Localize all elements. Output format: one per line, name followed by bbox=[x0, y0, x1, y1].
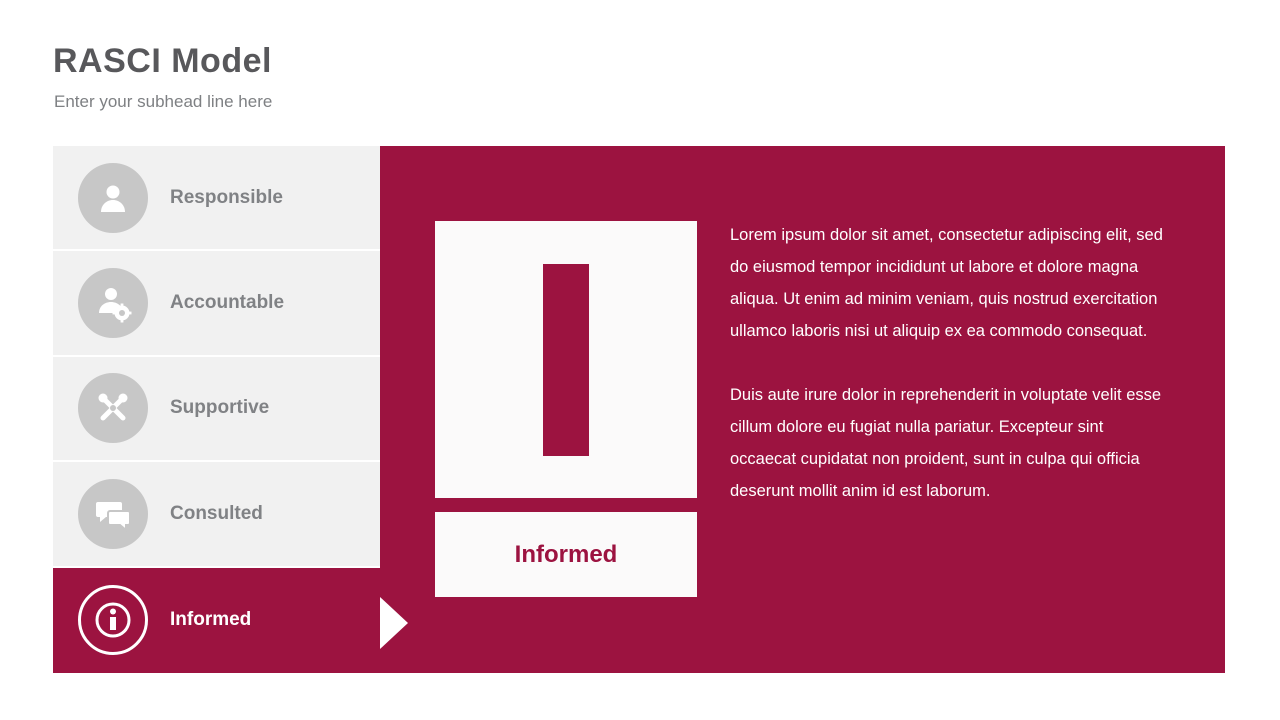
sidebar-item-accountable[interactable] bbox=[53, 251, 380, 356]
sidebar-item-label: Informed bbox=[170, 609, 252, 631]
sidebar-item-consulted[interactable] bbox=[53, 462, 380, 567]
person-icon bbox=[78, 163, 148, 233]
page-title: RASCI Model bbox=[53, 42, 272, 80]
description-paragraph-2: Duis aute irure dolor in reprehenderit in voluptate velit esse cillum dolore eu fugiat nulla pariatur. Excepteur sint occaecat cupidatat non proident, sunt in culpa qui officia deserunt mollit anim id est laborum. bbox=[730, 386, 1162, 500]
letter-card bbox=[435, 221, 697, 498]
description-paragraph-1: Lorem ipsum dolor sit amet, consectetur adipiscing elit, sed do eiusmod tempor incididunt ut labore et dolore magna aliqua. Ut enim ad minim veniam, quis nostrud exercitation ullamco laboris nisi ut aliquip ex ea commodo consequat. bbox=[730, 226, 1163, 340]
sidebar-item-label: Supportive bbox=[170, 397, 270, 419]
sidebar-item-label: Accountable bbox=[170, 292, 285, 314]
role-name-card bbox=[435, 512, 697, 597]
detail-panel bbox=[380, 146, 1225, 673]
letter-glyph-i bbox=[543, 264, 589, 456]
sidebar-item-responsible[interactable] bbox=[53, 146, 380, 251]
sidebar-item-supportive[interactable] bbox=[53, 357, 380, 462]
sidebar-item-informed[interactable] bbox=[53, 568, 380, 673]
rasci-role-list bbox=[53, 146, 380, 673]
sidebar-item-label: Consulted bbox=[170, 502, 263, 524]
role-description bbox=[730, 219, 1170, 507]
active-item-pointer-icon bbox=[380, 597, 408, 649]
page-subtitle: Enter your subhead line here bbox=[54, 92, 273, 111]
chat-bubbles-icon bbox=[78, 479, 148, 549]
sidebar-item-label: Responsible bbox=[170, 186, 283, 208]
role-name-label: Informed bbox=[514, 540, 618, 568]
person-gear-icon bbox=[78, 268, 148, 338]
tools-icon bbox=[78, 373, 148, 443]
info-circle-icon bbox=[78, 585, 148, 655]
